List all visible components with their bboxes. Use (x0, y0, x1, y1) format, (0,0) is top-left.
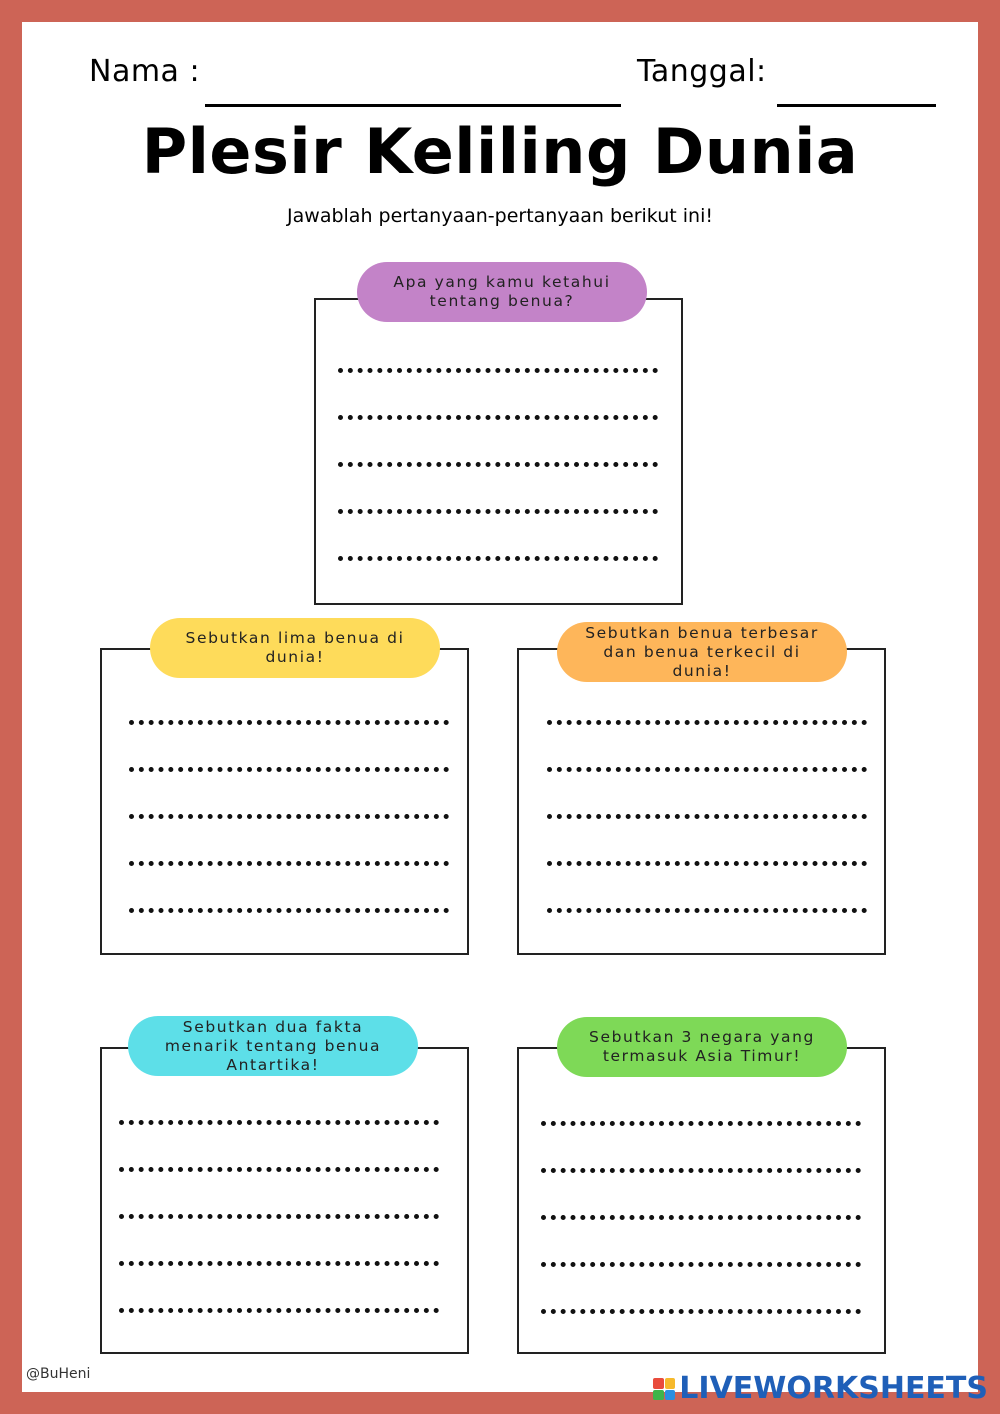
answer-line[interactable] (119, 1308, 439, 1313)
worksheet-page (22, 22, 978, 1392)
question-text: Sebutkan lima benua di dunia! (185, 629, 405, 666)
question-pill-5 (557, 1017, 847, 1077)
question-pill-1 (357, 262, 647, 322)
question-text: Sebutkan benua terbesar dan benua terkecil di dunia! (585, 623, 819, 680)
answer-line[interactable] (547, 814, 867, 819)
page-subtitle: Jawablah pertanyaan-pertanyaan berikut ini! (287, 205, 713, 227)
answer-line[interactable] (547, 720, 867, 725)
answer-line[interactable] (129, 767, 449, 772)
answer-line[interactable] (129, 814, 449, 819)
answer-line[interactable] (119, 1167, 439, 1172)
brand-logo[interactable] (653, 1373, 988, 1405)
answer-line[interactable] (338, 556, 658, 561)
answer-line[interactable] (541, 1121, 861, 1126)
answer-line[interactable] (541, 1168, 861, 1173)
brand-name: LIVEWORKSHEETS (679, 1371, 988, 1406)
answer-line[interactable] (541, 1309, 861, 1314)
answer-line[interactable] (338, 368, 658, 373)
answer-box-4[interactable] (100, 1047, 469, 1354)
answer-line[interactable] (119, 1214, 439, 1219)
question-pill-4 (128, 1016, 418, 1076)
date-label: Tanggal: (637, 54, 767, 89)
author-credit: @BuHeni (26, 1366, 91, 1382)
question-text: Apa yang kamu ketahui tentang benua? (393, 273, 611, 310)
question-pill-3 (557, 622, 847, 682)
answer-line[interactable] (119, 1120, 439, 1125)
answer-line[interactable] (541, 1262, 861, 1267)
answer-line[interactable] (547, 908, 867, 913)
page-title: Plesir Keliling Dunia (141, 115, 859, 188)
answer-line[interactable] (119, 1261, 439, 1266)
question-text: Sebutkan dua fakta menarik tentang benua Antartika! (164, 1017, 382, 1074)
answer-line[interactable] (129, 720, 449, 725)
name-label: Nama : (89, 54, 201, 89)
answer-line[interactable] (338, 462, 658, 467)
answer-line[interactable] (547, 861, 867, 866)
answer-line[interactable] (129, 861, 449, 866)
answer-box-2[interactable] (100, 648, 469, 955)
question-pill-2 (150, 618, 440, 678)
answer-line[interactable] (338, 509, 658, 514)
answer-line[interactable] (129, 908, 449, 913)
answer-box-1[interactable] (314, 298, 683, 605)
answer-box-5[interactable] (517, 1047, 886, 1354)
answer-line[interactable] (541, 1215, 861, 1220)
answer-line[interactable] (547, 767, 867, 772)
question-text: Sebutkan 3 negara yang termasuk Asia Timur! (589, 1028, 815, 1065)
liveworksheets-icon (653, 1378, 675, 1400)
answer-line[interactable] (338, 415, 658, 420)
answer-box-3[interactable] (517, 648, 886, 955)
